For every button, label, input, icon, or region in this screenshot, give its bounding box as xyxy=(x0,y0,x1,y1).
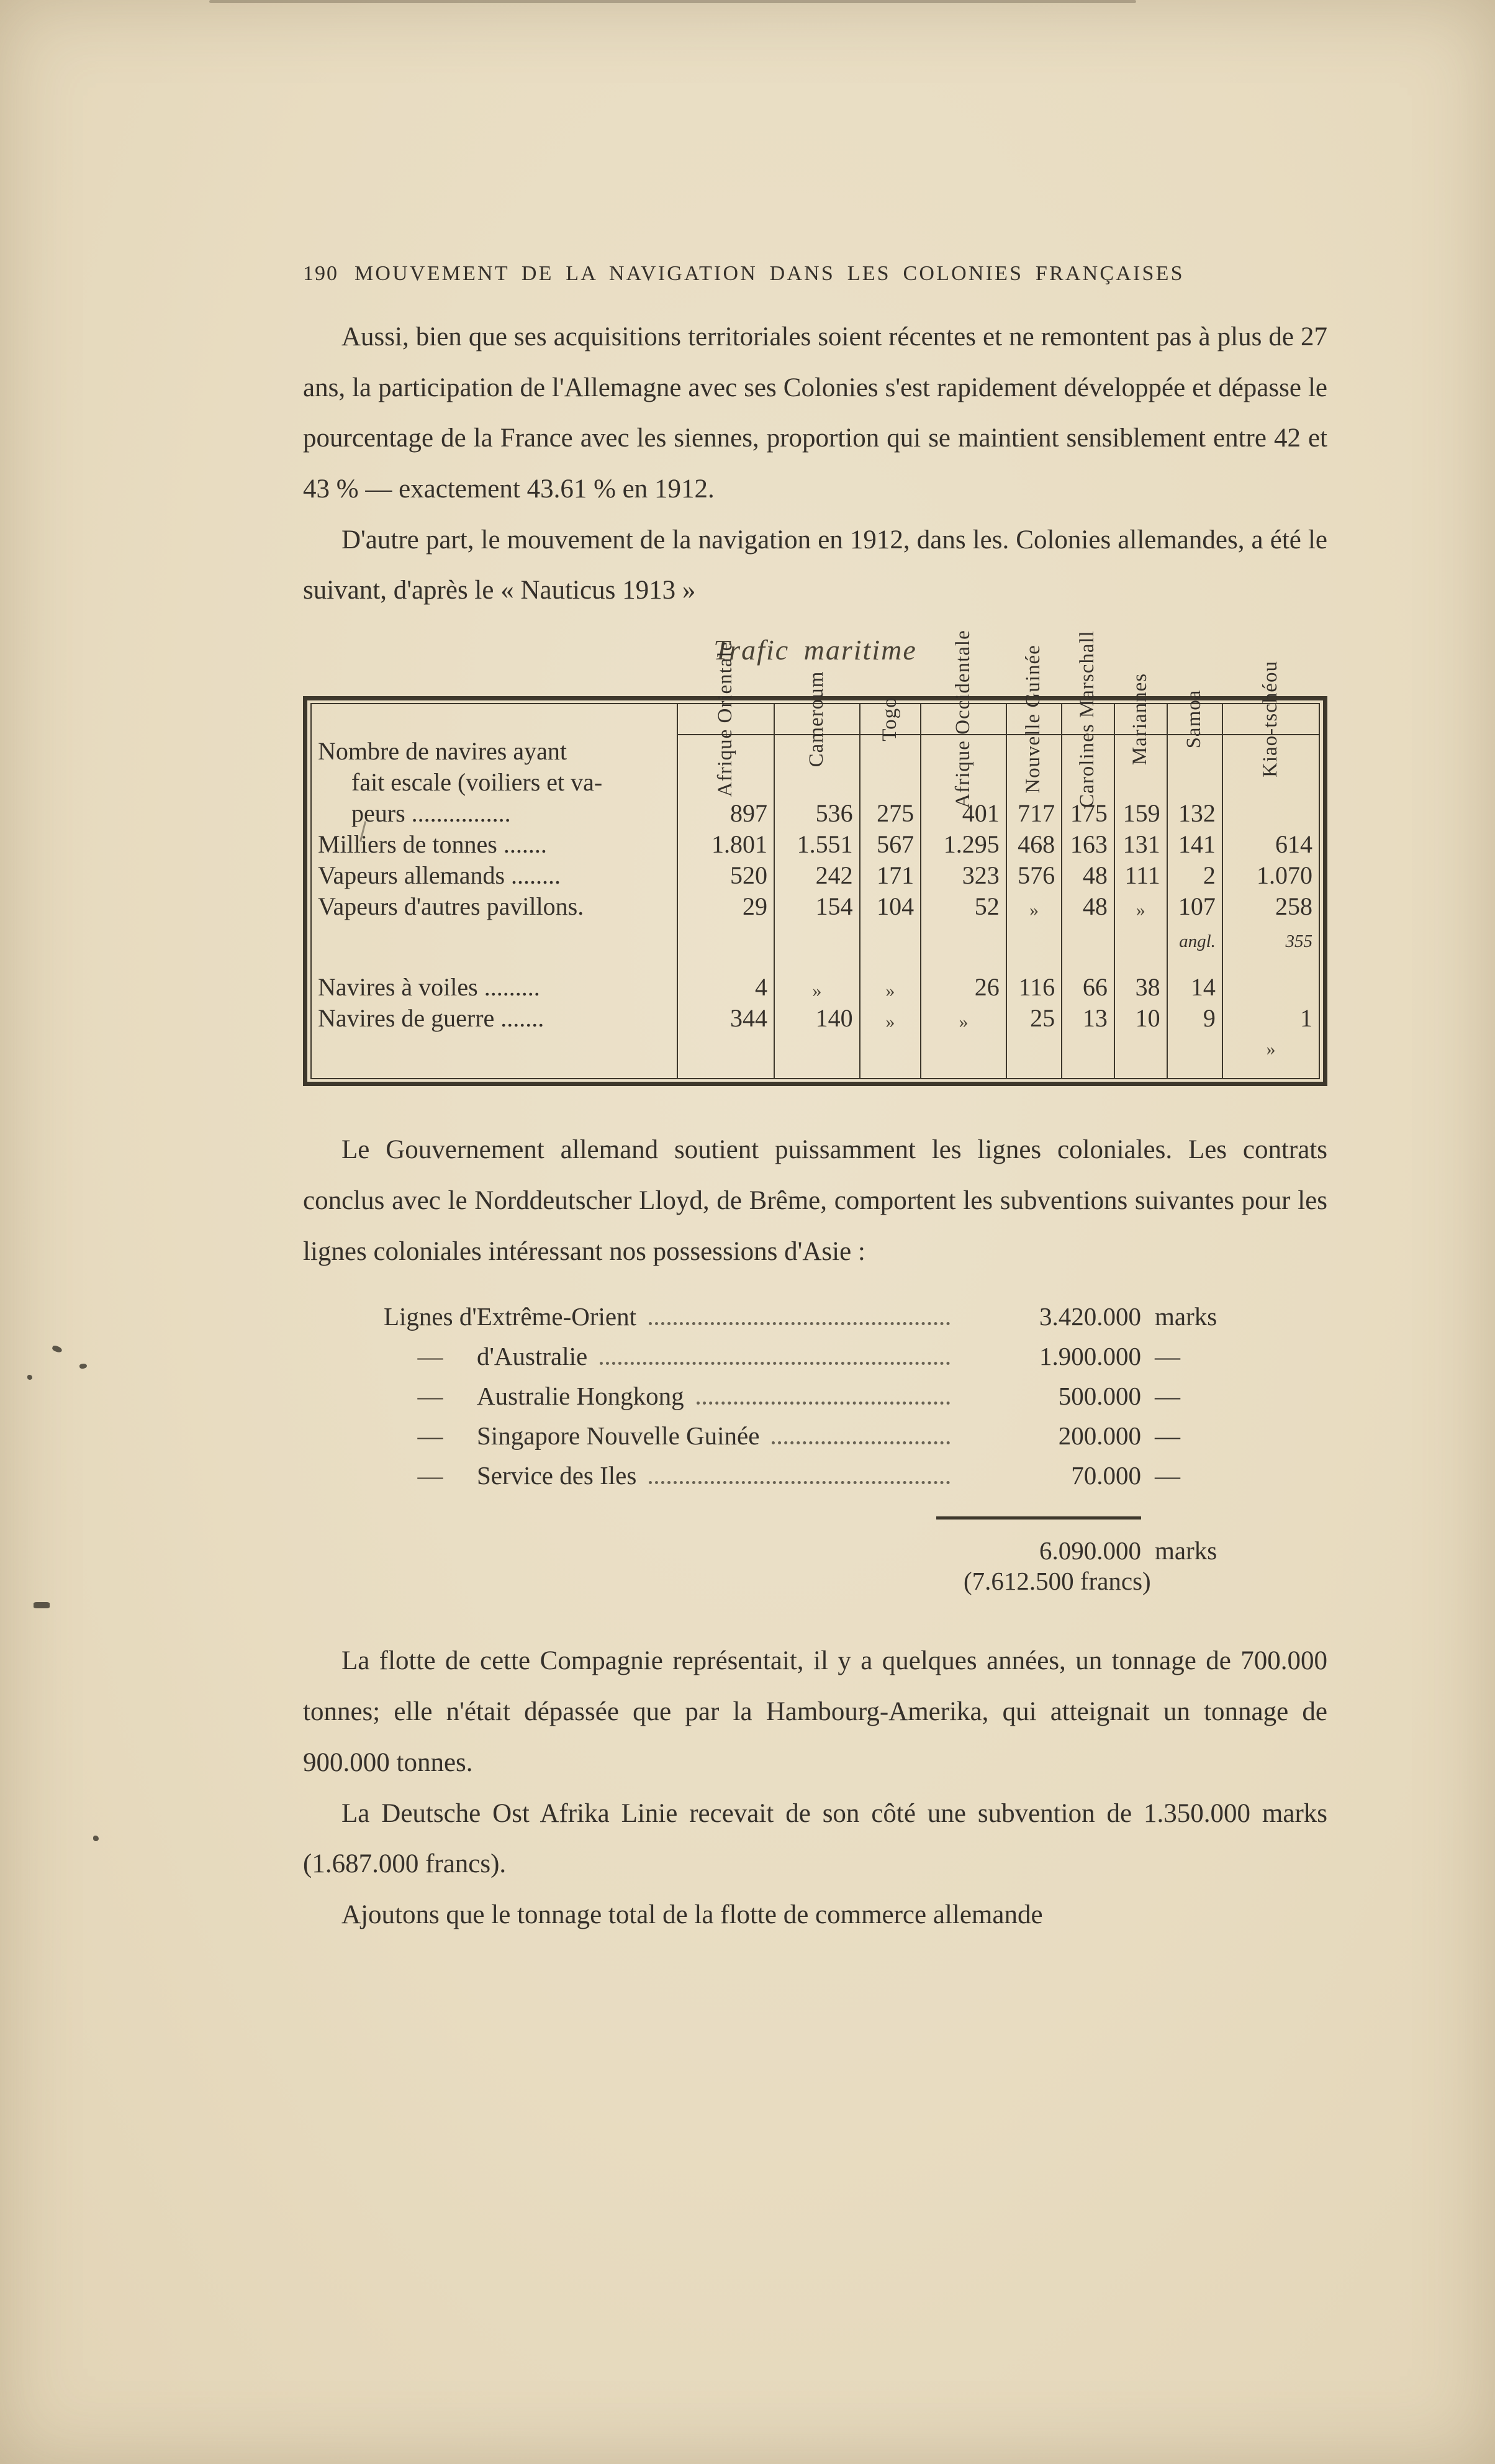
table-cell: angl. xyxy=(1167,921,1222,952)
subvention-amount: 1.900.000 xyxy=(1039,1342,1141,1371)
column-header-label: Togo xyxy=(878,697,901,741)
column-header xyxy=(1114,673,1167,766)
table-cell: 4 xyxy=(677,971,774,1002)
subvention-unit: marks xyxy=(1155,1302,1217,1331)
table-row xyxy=(311,1002,1319,1033)
table-cell: 107 xyxy=(1167,890,1222,921)
row-label: Navires de guerre ....... xyxy=(318,1004,544,1033)
table-cell: 258 xyxy=(1222,890,1319,921)
row-label xyxy=(311,1060,677,1079)
table-cell: 275 xyxy=(860,797,921,828)
table-cell xyxy=(1006,921,1062,952)
table-cell: 717 xyxy=(1006,797,1062,828)
table-cell: 344 xyxy=(677,1002,774,1033)
subvention-line xyxy=(384,1341,1247,1381)
paragraph: La flotte de cette Compagnie représentait, il y a quelques années, un tonnage de 700.000 tonnes; elle n'était dépassée que par la Hambourg-Amerika, qui atteignait un tonnage de 900.000 tonnes. xyxy=(303,1646,1327,1777)
subvention-label: Australie Hongkong xyxy=(477,1382,684,1411)
table-title: Trafic maritime xyxy=(713,634,917,666)
table-header-row xyxy=(311,704,1319,735)
table-cell xyxy=(774,1033,860,1060)
column-header xyxy=(860,697,921,741)
table-row xyxy=(311,828,1319,859)
table-cell: 355 xyxy=(1222,921,1319,952)
table-cell: 1 xyxy=(1222,1002,1319,1033)
paper-speck xyxy=(52,1345,63,1354)
total-unit: marks xyxy=(1155,1536,1217,1565)
column-header-label: Nouvelle Guinée xyxy=(1022,645,1045,794)
dot-leader xyxy=(649,1322,950,1325)
table-cell: 104 xyxy=(860,890,921,921)
subvention-total xyxy=(384,1536,1247,1565)
table-cell: 1.801 xyxy=(677,828,774,859)
table-cell xyxy=(1006,1060,1062,1079)
table-cell xyxy=(1062,921,1114,952)
subvention-label: d'Australie xyxy=(477,1342,588,1371)
table-cell: » xyxy=(1006,890,1062,921)
table-cell: 163 xyxy=(1062,828,1114,859)
repeat-dash: — xyxy=(417,1342,443,1371)
table-cell: 29 xyxy=(677,890,774,921)
row-label: Vapeurs allemands ........ xyxy=(318,861,561,890)
table-row xyxy=(311,859,1319,890)
repeat-dash: — xyxy=(417,1382,443,1411)
dot-leader xyxy=(697,1402,950,1405)
subventions-list xyxy=(384,1302,1247,1597)
table-cell: 2 xyxy=(1167,859,1222,890)
column-header-label: Kiao-tschéou xyxy=(1259,661,1282,778)
table-cell: 897 xyxy=(677,797,774,828)
page-number: 190 xyxy=(303,262,338,285)
table-row xyxy=(311,890,1319,921)
table-cell: » xyxy=(860,971,921,1002)
subvention-line xyxy=(384,1421,1247,1461)
table-cell xyxy=(677,1033,774,1060)
column-header xyxy=(1222,661,1319,778)
table-cell: 48 xyxy=(1062,859,1114,890)
paragraph: Ajoutons que le tonnage total de la flotte de commerce allemande xyxy=(341,1900,1043,1929)
table-cell: 132 xyxy=(1167,797,1222,828)
row-label xyxy=(311,952,677,971)
paragraph: La Deutsche Ost Afrika Linie recevait de son côté une subvention de 1.350.000 marks (1.687.000 francs). xyxy=(303,1798,1327,1879)
table-cell xyxy=(1167,952,1222,971)
column-header-label: Mariannes xyxy=(1129,673,1152,766)
column-header-label: Afrique Orientale xyxy=(714,641,737,797)
table-cell xyxy=(677,1060,774,1079)
table-cell: 614 xyxy=(1222,828,1319,859)
table-cell: 242 xyxy=(774,859,860,890)
table-cell: 159 xyxy=(1114,797,1167,828)
subvention-amount: 200.000 xyxy=(1058,1421,1141,1451)
table-cell xyxy=(1006,952,1062,971)
table-cell xyxy=(1222,952,1319,971)
repeat-dash: — xyxy=(417,1461,443,1490)
table-cell: 536 xyxy=(774,797,860,828)
row-label: Milliers de tonnes ....... xyxy=(318,830,547,859)
column-header xyxy=(677,641,774,797)
table-cell: 323 xyxy=(921,859,1006,890)
subvention-amount: 500.000 xyxy=(1058,1382,1141,1411)
subvention-unit: — xyxy=(1155,1382,1180,1411)
table-cell: 576 xyxy=(1006,859,1062,890)
table-cell: 140 xyxy=(774,1002,860,1033)
table-cell xyxy=(1167,1033,1222,1060)
row-label xyxy=(311,921,677,952)
table-cell: » xyxy=(860,1002,921,1033)
table-cell: 401 xyxy=(921,797,1006,828)
table-cell: 116 xyxy=(1006,971,1062,1002)
table-cell: » xyxy=(1222,1033,1319,1060)
table-cell: 48 xyxy=(1062,890,1114,921)
table-cell: 13 xyxy=(1062,1002,1114,1033)
row-label: Vapeurs d'autres pavillons. xyxy=(318,892,584,921)
table-cell xyxy=(677,952,774,971)
table-cell xyxy=(1062,1033,1114,1060)
table-cell: 1.295 xyxy=(921,828,1006,859)
column-header-label: Samoa xyxy=(1183,689,1206,749)
table-cell: 9 xyxy=(1167,1002,1222,1033)
dot-leader xyxy=(649,1481,950,1484)
column-header xyxy=(1062,630,1114,808)
table-cell xyxy=(921,921,1006,952)
column-header xyxy=(1167,689,1222,749)
dot-leader xyxy=(600,1362,950,1365)
table-cell xyxy=(1114,952,1167,971)
column-header xyxy=(774,671,860,768)
paragraph: D'autre part, le mouvement de la navigation en 1912, dans les. Colonies allemandes, a été le suivant, d'après le « Nauticus 1913 » xyxy=(303,525,1327,605)
paper-speck xyxy=(79,1363,87,1369)
subvention-label: Lignes d'Extrême-Orient xyxy=(384,1302,636,1331)
subvention-line xyxy=(384,1302,1247,1341)
table-cell xyxy=(774,952,860,971)
total-rule xyxy=(936,1516,1141,1520)
stub-cell xyxy=(311,704,677,735)
column-header xyxy=(921,630,1006,808)
row-label xyxy=(311,1033,677,1060)
column-header-label: Cameroum xyxy=(805,671,828,768)
subvention-label: Service des Iles xyxy=(477,1461,637,1490)
table-cell xyxy=(1062,1060,1114,1079)
table-cell: 567 xyxy=(860,828,921,859)
dot-leader xyxy=(772,1441,950,1444)
table-cell xyxy=(860,1033,921,1060)
table-cell: 154 xyxy=(774,890,860,921)
table-cell: 1.070 xyxy=(1222,859,1319,890)
column-header-label: Carolines Marschall xyxy=(1076,630,1099,808)
table-cell: » xyxy=(1114,890,1167,921)
table-cell: » xyxy=(921,1002,1006,1033)
subvention-unit: — xyxy=(1155,1421,1180,1451)
paragraph: Aussi, bien que ses acquisitions territoriales soient récentes et ne remontent pas à plus de 27 ans, la participation de l'Allemagne avec ses Colonies s'est rapidement développée et dépasse le pourcentage de la France avec les siennes, proportion qui se maintient sensiblement entre 42 et 43 % — exactement 43.61 % en 1912. xyxy=(303,322,1327,504)
paper-speck xyxy=(34,1602,50,1608)
table-cell xyxy=(1062,952,1114,971)
table-cell: 26 xyxy=(921,971,1006,1002)
table-cell xyxy=(1222,971,1319,1002)
table-row xyxy=(311,952,1319,971)
table-cell xyxy=(774,1060,860,1079)
subvention-amount: 3.420.000 xyxy=(1039,1302,1141,1331)
table-cell: 38 xyxy=(1114,971,1167,1002)
subvention-line xyxy=(384,1461,1247,1500)
table-cell: 175 xyxy=(1062,797,1114,828)
paragraph: Le Gouvernement allemand soutient puissamment les lignes coloniales. Les contrats conclus avec le Norddeutscher Lloyd, de Brême, comportent les subventions suivantes pour les lignes coloniales intéressant nos possessions d'Asie : xyxy=(303,1135,1327,1266)
table-cell: 111 xyxy=(1114,859,1167,890)
repeat-dash: — xyxy=(417,1421,443,1451)
total-francs: (7.612.500 francs) xyxy=(964,1567,1151,1596)
column-header xyxy=(1006,645,1062,794)
table-cell: 10 xyxy=(1114,1002,1167,1033)
table-row xyxy=(311,971,1319,1002)
table-row xyxy=(311,1033,1319,1060)
table-cell xyxy=(1114,1033,1167,1060)
table-cell: 141 xyxy=(1167,828,1222,859)
table-cell xyxy=(1006,1033,1062,1060)
paper-speck xyxy=(27,1375,32,1380)
table-row xyxy=(311,921,1319,952)
subvention-unit: — xyxy=(1155,1461,1180,1490)
column-header-label: Afrique Occidentale xyxy=(952,630,975,808)
row-label: fait escale (voiliers et va- xyxy=(351,768,603,797)
table-cell: » xyxy=(774,971,860,1002)
table-cell xyxy=(921,952,1006,971)
row-label: peurs ................ xyxy=(351,799,511,828)
row-label: Nombre de navires ayant xyxy=(318,737,567,766)
table-cell xyxy=(921,1060,1006,1079)
table-cell xyxy=(860,1060,921,1079)
running-title: MOUVEMENT DE LA NAVIGATION DANS LES COLONIES FRANÇAISES xyxy=(355,262,1185,285)
paper-speck xyxy=(93,1836,99,1841)
table-cell: 25 xyxy=(1006,1002,1062,1033)
table-cell: 1.551 xyxy=(774,828,860,859)
subvention-label: Singapore Nouvelle Guinée xyxy=(477,1421,760,1451)
running-head xyxy=(303,262,1327,286)
table-cell xyxy=(774,921,860,952)
table-cell xyxy=(1114,1060,1167,1079)
table-cell: 131 xyxy=(1114,828,1167,859)
subvention-unit: — xyxy=(1155,1342,1180,1371)
table-cell: 14 xyxy=(1167,971,1222,1002)
row-label: Navires à voiles ......... xyxy=(318,973,540,1002)
table-cell: 66 xyxy=(1062,971,1114,1002)
table-cell xyxy=(677,921,774,952)
total-amount: 6.090.000 xyxy=(1039,1536,1141,1565)
subvention-line xyxy=(384,1381,1247,1421)
table-cell: 171 xyxy=(860,859,921,890)
table-cell xyxy=(860,921,921,952)
subvention-total-francs xyxy=(384,1565,1247,1597)
table-cell: 468 xyxy=(1006,828,1062,859)
table-cell xyxy=(921,1033,1006,1060)
table-cell: 520 xyxy=(677,859,774,890)
subvention-amount: 70.000 xyxy=(1071,1461,1141,1490)
text-block xyxy=(303,262,1327,1941)
table-cell xyxy=(1222,1060,1319,1079)
table-cell xyxy=(860,952,921,971)
table-cell: 52 xyxy=(921,890,1006,921)
table-row xyxy=(311,1060,1319,1079)
table-cell xyxy=(1167,1060,1222,1079)
table-cell xyxy=(1114,921,1167,952)
